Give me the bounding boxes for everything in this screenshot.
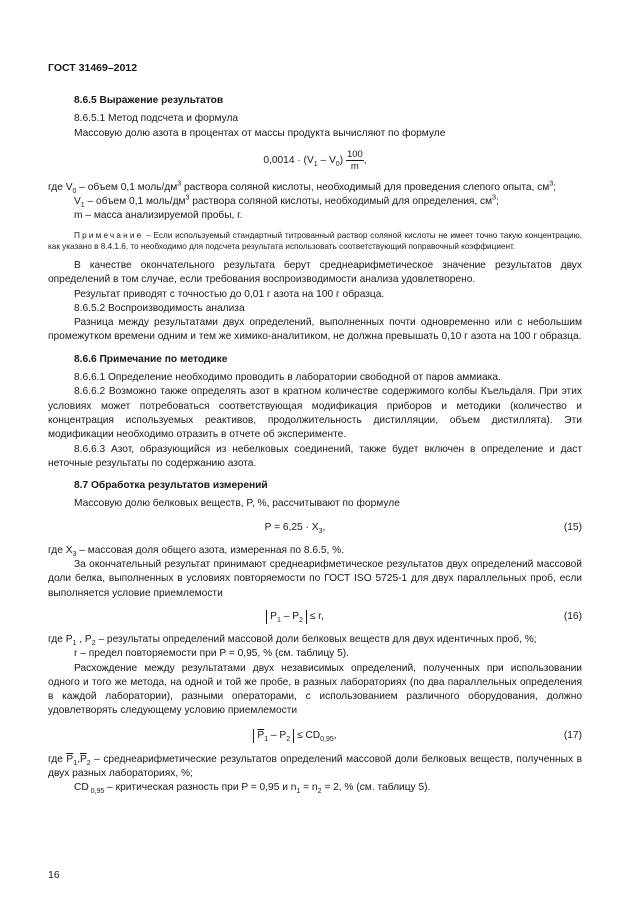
- formula-15: $P = 6,25 \cdot X_3$, (15): [264, 521, 582, 535]
- page-number: 16: [48, 869, 60, 881]
- paragraph: В качестве окончательного результата берут среднеарифметическое значение результатов двух определений в том случае, если требования воспроизводимости анализа удовлетворено.: [48, 259, 582, 286]
- paragraph: 8.6.6.3 Азот, образующийся из небелковых соединений, также будет включен в определение и даст неточные результаты по содержанию азота.: [48, 443, 582, 469]
- fraction: [346, 149, 364, 172]
- formula-text: ): [339, 155, 344, 167]
- where-p1-p2: где $P_1$ , $P_2$ – результаты определений массовой доли белковых веществ для двух идентичных проб, %;: [48, 633, 537, 647]
- paragraph: Результат приводят с точностью до 0,01 г азота на 100 г образца.: [74, 288, 385, 300]
- note-text: – Если используемый стандартный титрованный раствор соляной кислоты не имеет точно такую концентрацию, как указано в 8.4.1.6, то необходимо для подсчета результата использовать соответствующий поправочный коэффициент.: [48, 230, 582, 252]
- formula-sub: 1: [313, 161, 318, 169]
- formula-text: 0,0014 · (V: [263, 155, 314, 167]
- where-v1: $V_1$ – объем 0,1 моль/$дм^3$ раствора соляной кислоты, необходимый для определения, $см^3$;: [74, 194, 499, 210]
- document-header: ГОСТ 31469–2012: [48, 62, 138, 74]
- paragraph: Массовую долю азота в процентах от массы продукта вычисляют по формуле: [74, 127, 446, 139]
- where-x3: где $X_3$ – массовая доля общего азота, измеренная по 8.6.5, %.: [48, 544, 345, 558]
- equation-number: (16): [563, 610, 582, 622]
- heading-8-7: 8.7 Обработка результатов измерений: [74, 480, 268, 492]
- formula-17: $\overline{P}_1 - P_2 \le CD_{0,95}$, (17): [48, 723, 582, 749]
- paragraph: За окончательный результат принимают среднеарифметическое результатов двух определений массовой доли белка, выполненных в условиях повторяемости по ГОСТ ISO 5725-1 для двух параллельных проб, если выполняется условие приемлемости: [48, 559, 582, 599]
- formula-text: – V: [317, 155, 336, 167]
- where-v0: где $V_0$ – объем 0,1 моль/$дм^3$ раствора соляной кислоты, необходимый для проведения слепого опыта, $см^3$;: [48, 180, 557, 195]
- formula-sub: 0: [335, 161, 340, 169]
- paragraph: 8.6.6.1 Определение необходимо проводить в лаборатории свободной от паров аммиака.: [74, 372, 501, 384]
- paragraph: 8.6.6.2 Возможно также определять азот в кратном количестве содержимого колбы Къельдаля. При этих условиях может потребоваться соответствующая модификация приборов и методики (количество и концентрация используемых реактивов, продолжительность дистилляции, объем дистиллята). Эти модификации необходимо отразить в отчете об эксперименте.: [48, 386, 582, 441]
- note-label: Примечание: [74, 230, 144, 240]
- fraction-numerator: 100: [346, 149, 363, 161]
- note: [48, 230, 582, 253]
- formula-16: $P_1 - P_2 \le r$, (16): [48, 605, 582, 629]
- document-body: [48, 90, 582, 796]
- where-m: m – масса анализируемой пробы, г.: [74, 210, 243, 222]
- where-cd: CD $_{0,95}$ – критическая разность при P = 0,95 и $n_1 = n_2 = 2$, % (см. таблицу 5).: [74, 782, 431, 796]
- formula-nitrogen: [48, 145, 582, 177]
- heading-8-6-5: 8.6.5 Выражение результатов: [74, 95, 224, 106]
- where-r: r – предел повторяемости при P = 0,95, % (см. таблицу 5).: [74, 648, 349, 660]
- fraction-denominator: m: [350, 161, 359, 173]
- paragraph: Массовую долю белковых веществ, P, %, рассчитывают по формуле: [74, 498, 400, 510]
- equation-number: (15): [563, 521, 582, 533]
- paragraph: Разница между результатами двух определений, выполненных почти одновременно или с небольшим промежутком времени одним и тем же химико-аналитиком, не должна превышать 0,10 г азота на 100 г образца.: [48, 317, 582, 343]
- formula-text: ,: [363, 155, 367, 167]
- equation-number: (17): [563, 729, 582, 741]
- subheading-8-6-5-1: 8.6.5.1 Метод подсчета и формула: [74, 113, 239, 125]
- subheading-8-6-5-2: 8.6.5.2 Воспроизводимость анализа: [74, 302, 245, 314]
- paragraph: Расхождение между результатами двух независимых определений, полученных при использовании одного и того же метода, на одной и той же пробе, в разных лабораториях (по два параллельных определения в каждой лаборатории), разными операторами, с использованием различного оборудования, должно удовлетворять следующему условию приемлемости: [48, 662, 582, 717]
- heading-8-6-6: 8.6.6 Примечание по методике: [74, 353, 228, 365]
- where-p-avg: где $\overline{P}_1,\overline{P}_2$ – среднеарифметические результатов определений массовой доли белковых веществ, полученных в двух разных лабораториях, %;: [48, 753, 582, 779]
